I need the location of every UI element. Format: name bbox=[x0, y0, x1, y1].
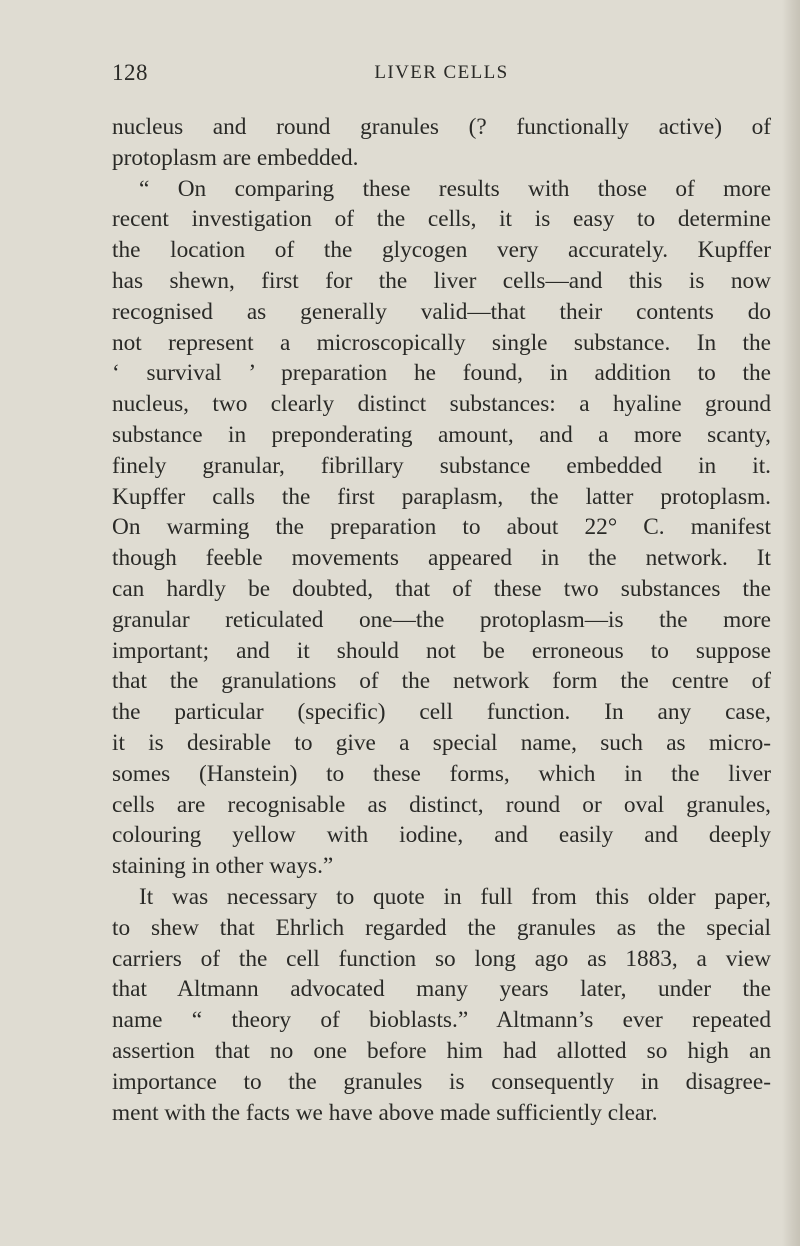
text-line: ‘ survival ’ preparation he found, in addition to the bbox=[112, 360, 771, 387]
text-line: Kupffer calls the first paraplasm, the latter protoplasm. bbox=[112, 483, 771, 510]
text-line: important; and it should not be erroneous to suppose bbox=[112, 637, 771, 664]
text-line: granular reticulated one—the protoplasm—is the more bbox=[112, 606, 771, 633]
text-line: recognised as generally valid—that their contents do bbox=[112, 298, 771, 325]
text-line: substance in preponderating amount, and a more scanty, bbox=[112, 421, 771, 448]
text-line: “ On comparing these results with those of more bbox=[139, 175, 771, 202]
text-line: assertion that no one before him had allotted so high an bbox=[112, 1037, 771, 1064]
text-line: carriers of the cell function so long ago as 1883, a view bbox=[112, 945, 771, 972]
text-line: has shewn, first for the liver cells—and this is now bbox=[112, 267, 771, 294]
body-text bbox=[112, 112, 771, 1128]
text-line: staining in other ways.” bbox=[112, 853, 334, 880]
text-line: nucleus and round granules (? functionally active) of bbox=[112, 114, 771, 140]
text-line: It was necessary to quote in full from this older paper, bbox=[139, 883, 771, 910]
text-line: that the granulations of the network form the centre of bbox=[112, 668, 771, 695]
running-title: LIVER CELLS bbox=[374, 62, 509, 83]
text-line: somes (Hanstein) to these forms, which in the liver bbox=[112, 760, 771, 787]
text-line: finely granular, fibrillary substance embedded in it. bbox=[112, 452, 771, 479]
page-number: 128 bbox=[112, 60, 148, 85]
text-line: importance to the granules is consequently in disagree- bbox=[112, 1068, 771, 1095]
text-line: can hardly be doubted, that of these two substances the bbox=[112, 575, 771, 602]
text-line: On warming the preparation to about 22° C. manifest bbox=[112, 514, 771, 541]
page-edge-shadow bbox=[782, 0, 800, 1246]
text-line: though feeble movements appeared in the network. It bbox=[112, 545, 771, 572]
text-line: cells are recognisable as distinct, round or oval granules, bbox=[112, 791, 771, 818]
text-line: that Altmann advocated many years later, under the bbox=[112, 976, 771, 1003]
text-line: to shew that Ehrlich regarded the granules as the special bbox=[112, 914, 771, 941]
running-head bbox=[112, 52, 771, 96]
text-line: ment with the facts we have above made sufficiently clear. bbox=[112, 1099, 658, 1126]
text-line: recent investigation of the cells, it is easy to determine bbox=[112, 206, 771, 233]
text-line: protoplasm are embedded. bbox=[112, 144, 359, 171]
text-line: colouring yellow with iodine, and easily and deeply bbox=[112, 822, 771, 849]
text-line: the particular (specific) cell function. In any case, bbox=[112, 699, 771, 726]
text-line: it is desirable to give a special name, such as micro- bbox=[112, 729, 771, 756]
text-line: nucleus, two clearly distinct substances: a hyaline ground bbox=[112, 391, 771, 418]
text-line: not represent a microscopically single substance. In the bbox=[112, 329, 771, 356]
text-line: name “ theory of bioblasts.” Altmann’s ever repeated bbox=[112, 1007, 771, 1034]
text-line: the location of the glycogen very accurately. Kupffer bbox=[112, 237, 771, 264]
